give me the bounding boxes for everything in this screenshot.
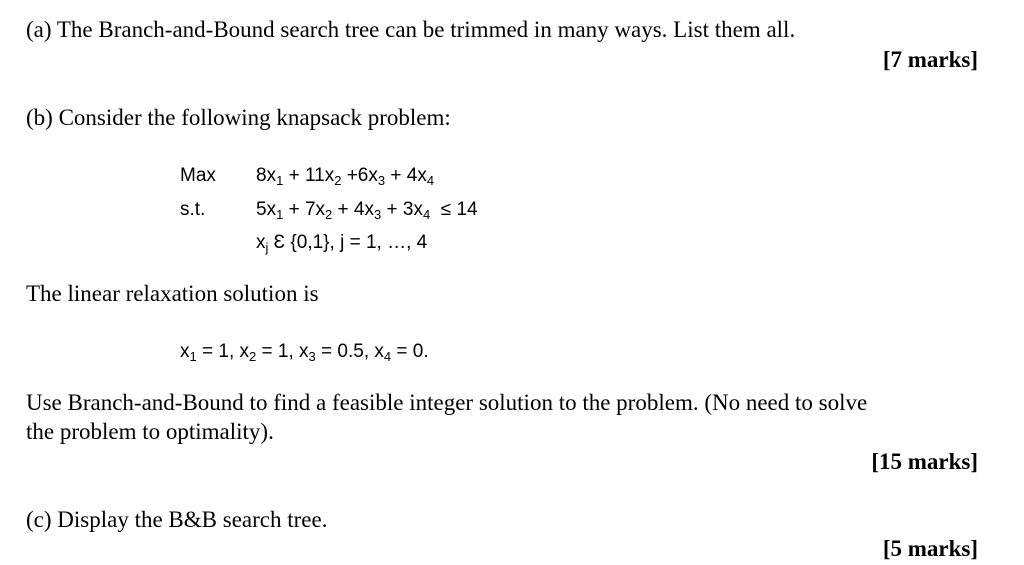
relaxation-solution: $x_1 = 1$, $x_2 = 1$, $x_3 = 0.5$, $x_4 = 0$. (180, 341, 429, 364)
part-a-question (26, 18, 795, 41)
part-c-text: Display the B&B search tree. (57, 507, 328, 532)
part-c-marks: [5 marks] (882, 536, 978, 561)
part-c-label: (c) (26, 507, 52, 532)
task-text-line-2: the problem to optimality). (26, 419, 274, 444)
part-b-marks: [15 marks] (871, 449, 978, 474)
task-text-line-1: Use Branch-and-Bound to find a feasible integer solution to the problem. (No need to solve (26, 390, 868, 415)
part-b-intro-text: Consider the following knapsack problem: (58, 105, 451, 130)
part-a-label: (a) (26, 17, 52, 42)
part-b-label: (b) (26, 105, 53, 130)
part-a-text: The Branch-and-Bound search tree can be trimmed in many ways. List them all. (56, 17, 796, 42)
relaxation-intro: The linear relaxation solution is (26, 281, 319, 306)
objective-label: Max (180, 165, 216, 186)
objective-function: $8x_1 + 11x_2 +6x_3 + 4x_4$ (256, 165, 435, 188)
constraint-label: s.t. (180, 199, 206, 220)
part-a-marks: [7 marks] (882, 47, 978, 72)
part-c-question (26, 508, 327, 531)
part-b-intro (26, 106, 451, 129)
capacity-constraint: $5x_1 + 7x_2 + 4x_3 + 3x_4 \le 14$ (256, 199, 478, 222)
binary-domain-constraint: $x_j$ Ɛ {0,1}, j = 1, …, 4 (256, 232, 428, 255)
